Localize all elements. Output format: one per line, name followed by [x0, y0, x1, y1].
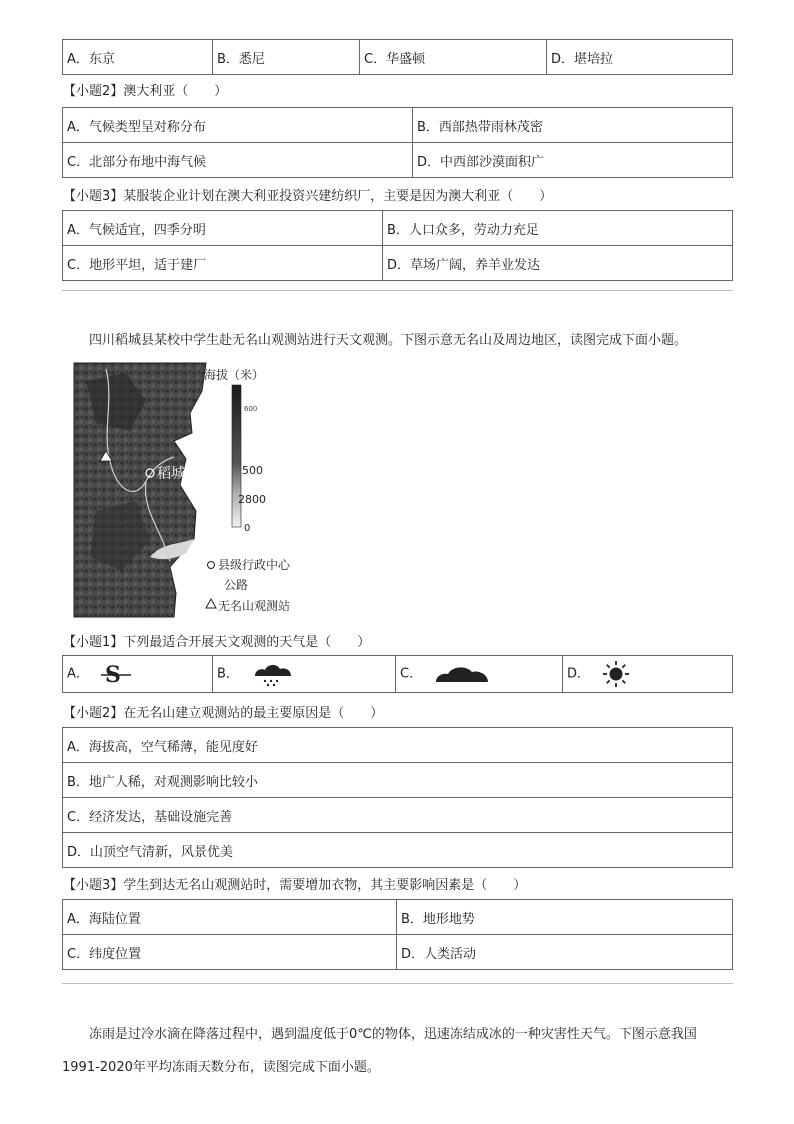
legend-county-symbol: [208, 562, 215, 569]
option-b[interactable]: B．地形地势: [397, 900, 733, 935]
option-b[interactable]: B．悉尼: [213, 40, 360, 75]
question-stem-set2-q3: 【小题3】学生到达无名山观测站时，需要增加衣物，其主要影响因素是（ ）: [63, 878, 527, 893]
option-a[interactable]: A．海陆位置: [63, 900, 397, 935]
option-d[interactable]: D．山顶空气清新，风景优美: [63, 833, 733, 868]
option-c[interactable]: C．北部分布地中海气候: [63, 143, 413, 178]
option-a[interactable]: A．气候类型呈对称分布: [63, 108, 413, 143]
option-c[interactable]: C．经济发达，基础设施完善: [63, 798, 733, 833]
option-d[interactable]: D．中西部沙漠面积广: [413, 143, 733, 178]
terrain-map-image: [66, 361, 306, 621]
section-divider: [62, 983, 733, 984]
option-d[interactable]: D．人类活动: [397, 935, 733, 970]
svg-text:S: S: [105, 662, 121, 688]
question-stem-set1-q2: 【小题2】澳大利亚（ ）: [63, 84, 228, 99]
option-c[interactable]: [396, 656, 563, 693]
intro-paragraph-set2: 四川稻城县某校中学生赴无名山观测站进行天文观测。下图示意无名山及周边地区，读图完成下面小题。: [89, 333, 688, 348]
sandstorm-icon: [101, 660, 135, 688]
option-b[interactable]: [213, 656, 396, 693]
option-a[interactable]: A．海拔高，空气稀薄，能见度好: [63, 728, 733, 763]
question-stem-set1-q3: 【小题3】某服装企业计划在澳大利亚投资兴建纺织厂，主要是因为澳大利亚（ ）: [63, 189, 553, 204]
town-label: 稻城: [157, 466, 185, 482]
option-a[interactable]: A．气候适宜，四季分明: [63, 211, 383, 246]
scale-label-zero: 0: [244, 523, 251, 534]
options-table-set2-q2: [62, 727, 733, 868]
options-table-set2-q3: [62, 899, 733, 970]
option-b[interactable]: B．西部热带雨林茂密: [413, 108, 733, 143]
wuming-mountain-map: [66, 361, 306, 621]
option-d[interactable]: D．草场广阔，养羊业发达: [383, 246, 733, 281]
question-stem-set2-q1: 【小题1】下列最适合开展天文观测的天气是（ ）: [63, 635, 371, 650]
legend-title: 海拔（米）: [204, 368, 265, 382]
sunny-icon: [602, 660, 630, 688]
option-c-letter: C．: [400, 666, 423, 682]
overcast-icon: [434, 662, 490, 686]
legend-observatory-label: 无名山观测站: [218, 599, 291, 613]
option-c[interactable]: C．华盛顿: [360, 40, 547, 75]
option-d[interactable]: D．堪培拉: [547, 40, 733, 75]
option-c[interactable]: C．纬度位置: [63, 935, 397, 970]
option-b[interactable]: B．人口众多，劳动力充足: [383, 211, 733, 246]
options-table-set1-q3: [62, 210, 733, 281]
option-d-letter: D．: [567, 666, 591, 682]
scale-label-top: 600: [244, 405, 258, 413]
options-table-set2-q1: [62, 655, 733, 693]
question-stem-set2-q2: 【小题2】在无名山建立观测站的最主要原因是（ ）: [63, 706, 384, 721]
option-a[interactable]: A．东京: [63, 40, 213, 75]
options-table-set1-q2: [62, 107, 733, 178]
options-table-set1-q1: [62, 39, 733, 75]
section-divider: [62, 290, 733, 291]
snow-cloud-icon: [251, 660, 295, 688]
legend-observatory-symbol: [206, 599, 216, 608]
intro-paragraph-set3: 冻雨是过冷水滴在降落过程中，遇到温度低于0℃的物体，迅速冻结成冰的一种灾害性天气。下图示意我国1991-2020年平均冻雨天数分布，读图完成下面小题。: [62, 1027, 697, 1075]
option-d[interactable]: [563, 656, 733, 693]
option-c[interactable]: C．地形平坦，适于建厂: [63, 246, 383, 281]
legend-county-label: 县级行政中心: [218, 558, 291, 572]
legend-road-label: 公路: [224, 578, 249, 592]
option-b[interactable]: B．地广人稀，对观测影响比较小: [63, 763, 733, 798]
scale-label-mid: 500: [242, 464, 263, 477]
option-a-letter: A．: [67, 666, 89, 682]
option-b-letter: B．: [217, 666, 239, 682]
scale-label-low: 2800: [238, 493, 266, 506]
option-a[interactable]: [63, 656, 213, 693]
